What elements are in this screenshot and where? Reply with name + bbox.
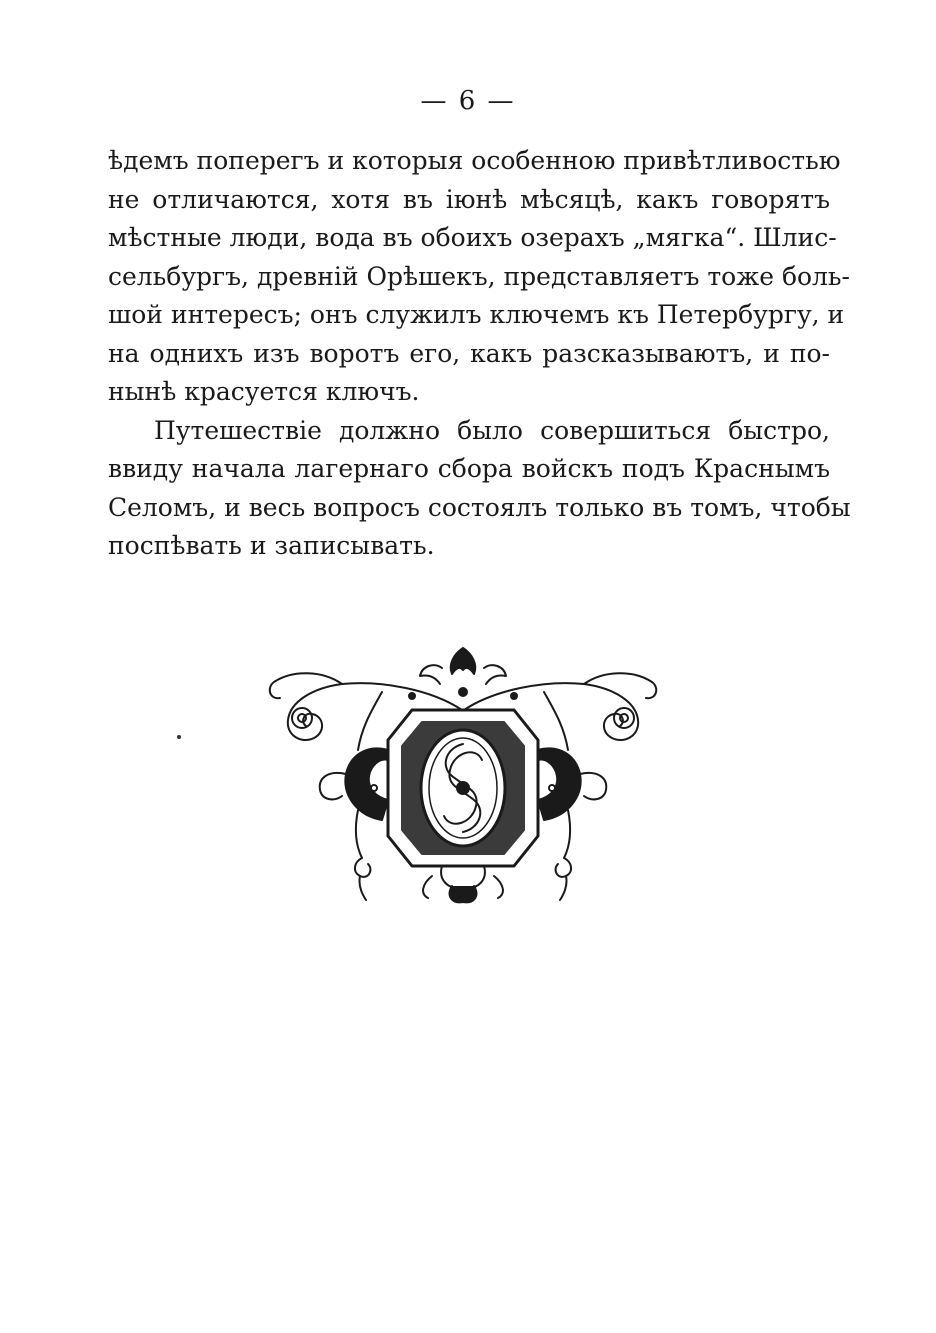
text-line: не отличаются, хотя въ іюнѣ мѣсяцѣ, какъ говорятъ — [108, 184, 830, 214]
text-line: сельбургъ, древній Орѣшекъ, представляетъ тоже боль- — [108, 261, 850, 291]
text-line: Путешествіе должно было совершиться быстро, — [154, 415, 830, 445]
text-line: Селомъ, и весь вопросъ состоялъ только въ томъ, чтобы — [108, 492, 851, 522]
body-text — [108, 142, 851, 566]
ink-speck — [177, 735, 181, 739]
text-line: нынѣ красуется ключъ. — [108, 377, 420, 406]
text-line: ввиду начала лагернаго сбора войскъ подъ Краснымъ — [108, 454, 830, 483]
page-number: — 6 — — [420, 86, 516, 116]
ornamental-vignette-icon — [262, 640, 664, 908]
text-line: мѣстные люди, вода въ обоихъ озерахъ „мягка“. Шлис- — [108, 223, 837, 252]
text-line: ѣдемъ поперегъ и которыя особенною привѣтливостью — [108, 146, 841, 175]
text-line: поспѣвать и записывать. — [108, 531, 435, 560]
text-line: шой интересъ; онъ служилъ ключемъ къ Петербургу, и — [108, 300, 845, 329]
text-line: на однихъ изъ воротъ его, какъ разсказываютъ, и по- — [108, 338, 830, 368]
